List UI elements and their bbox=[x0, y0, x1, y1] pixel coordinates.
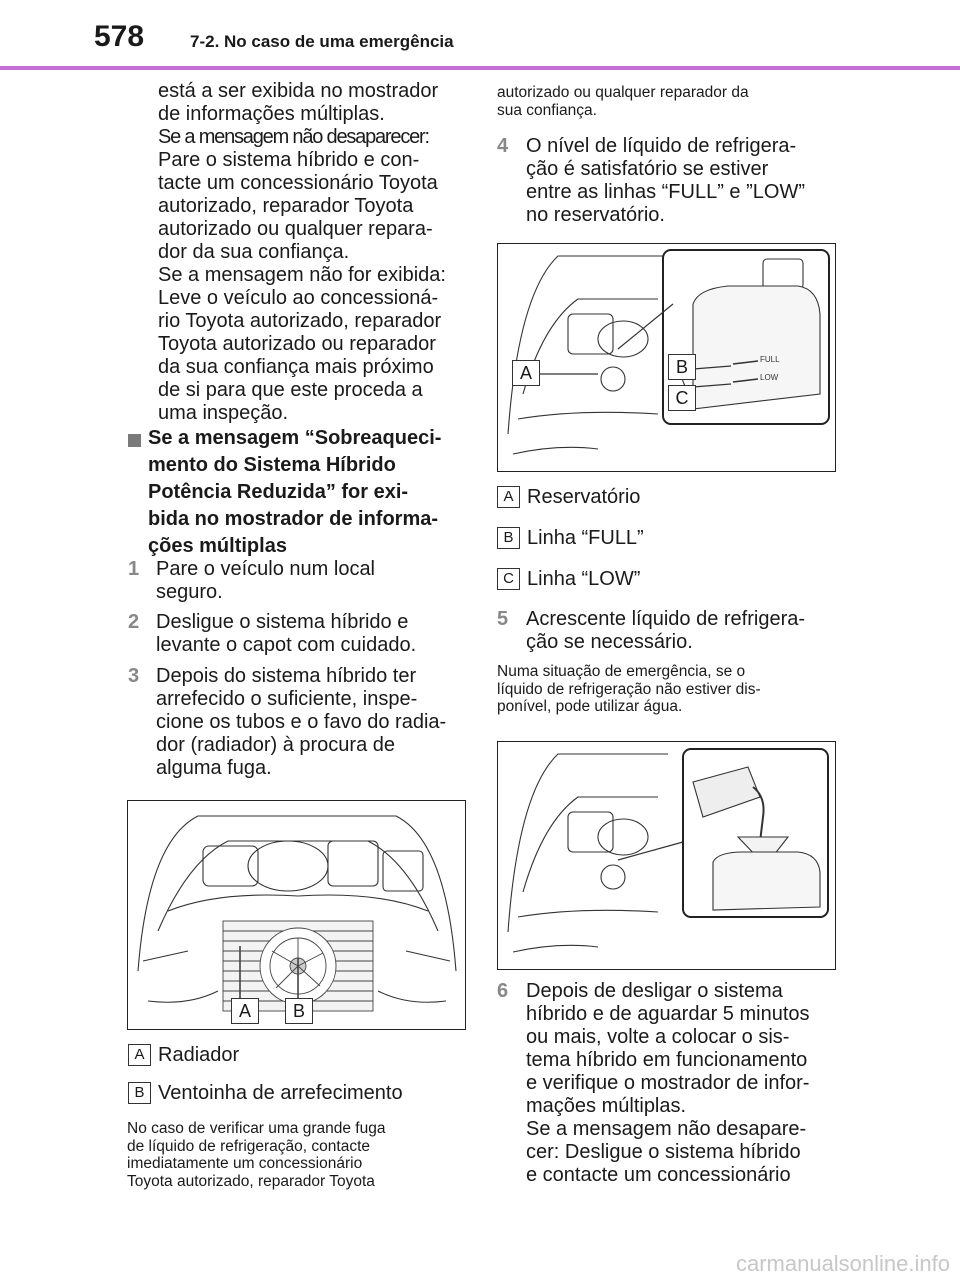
reservoir-illustration bbox=[498, 244, 835, 471]
text-line: imediatamente um concessionário bbox=[127, 1155, 363, 1172]
text-line: rio Toyota autorizado, reparador bbox=[158, 310, 442, 332]
figure-reservoir bbox=[497, 243, 836, 472]
text-line: tema híbrido em funcionamento bbox=[526, 1049, 808, 1071]
text-line: Se a mensagem não desaparecer: bbox=[158, 126, 429, 148]
legend-text: Reservatório bbox=[527, 486, 641, 508]
figure-pour-coolant bbox=[497, 741, 836, 970]
legend-text: Ventoinha de arrefecimento bbox=[158, 1082, 403, 1104]
text-line: Toyota autorizado ou reparador bbox=[158, 333, 436, 355]
heading-bullet-icon bbox=[128, 434, 141, 447]
legend-key: A bbox=[128, 1044, 151, 1066]
text-line: Depois de desligar o sistema bbox=[526, 980, 783, 1002]
leak-note bbox=[127, 1120, 467, 1190]
text-line: no reservatório. bbox=[526, 204, 665, 226]
text-line: ou mais, volte a colocar o sis- bbox=[526, 1026, 790, 1048]
step-5-text bbox=[526, 608, 836, 654]
legend-key: C bbox=[497, 568, 520, 590]
text-line: Leve o veículo ao concessioná- bbox=[158, 287, 439, 309]
text-line: ponível, pode utilizar água. bbox=[497, 698, 683, 715]
engine-bay-illustration bbox=[128, 801, 465, 1029]
text-line: autorizado ou qualquer repara- bbox=[158, 218, 433, 240]
step-1-text bbox=[156, 558, 466, 604]
section-title: 7-2. No caso de uma emergência bbox=[190, 32, 454, 51]
step-number: 1 bbox=[128, 558, 140, 580]
text-line: e contacte um concessionário bbox=[526, 1164, 791, 1186]
text-line: uma inspeção. bbox=[158, 402, 289, 424]
text-line: cer: Desligue o sistema híbrido bbox=[526, 1141, 801, 1163]
callout-label: B bbox=[285, 998, 313, 1024]
text-line: autorizado ou qualquer reparador da bbox=[497, 84, 749, 101]
legend-key: B bbox=[128, 1082, 151, 1104]
step-number: 5 bbox=[497, 608, 509, 630]
pour-coolant-illustration bbox=[498, 742, 835, 969]
callout-label: A bbox=[512, 360, 540, 386]
text-line: está a ser exibida no mostrador bbox=[158, 80, 439, 102]
step-number: 6 bbox=[497, 980, 509, 1002]
text-line: cione os tubos e o favo do radia- bbox=[156, 711, 447, 733]
text-line: híbrido e de aguardar 5 minutos bbox=[526, 1003, 810, 1025]
callout-label: B bbox=[668, 354, 696, 380]
text-line: alguma fuga. bbox=[156, 757, 272, 779]
text-line: Pare o sistema híbrido e con- bbox=[158, 149, 420, 171]
text-line: líquido de refrigeração não estiver dis- bbox=[497, 680, 761, 698]
callout-label: A bbox=[231, 998, 259, 1024]
text-line: ção se necessário. bbox=[526, 631, 693, 653]
text-line: sua confiança. bbox=[497, 101, 597, 119]
heading-line: ções múltiplas bbox=[148, 535, 287, 557]
section-heading bbox=[148, 425, 473, 560]
text-line: tacte um concessionário Toyota bbox=[158, 172, 438, 194]
heading-line: bida no mostrador de informa- bbox=[148, 508, 439, 530]
heading-line: Potência Reduzida” for exi- bbox=[148, 481, 409, 503]
water-note bbox=[497, 663, 837, 716]
header-divider bbox=[0, 66, 960, 70]
step-6-text bbox=[526, 980, 841, 1187]
heading-line: mento do Sistema Híbrido bbox=[148, 454, 396, 476]
page-number: 578 bbox=[94, 20, 145, 53]
figure-radiator bbox=[127, 800, 466, 1030]
text-line: entre as linhas “FULL” e ”LOW” bbox=[526, 181, 805, 203]
text-line: mações múltiplas. bbox=[526, 1095, 687, 1117]
continued-note bbox=[497, 84, 837, 119]
text-line: Se a mensagem não for exibida: bbox=[158, 264, 446, 286]
legend-text: Linha “LOW” bbox=[527, 568, 641, 590]
text-line: Numa situação de emergência, se o bbox=[497, 663, 746, 680]
step-2-text bbox=[156, 611, 466, 657]
legend-text: Linha “FULL” bbox=[527, 527, 644, 549]
text-line: levante o capot com cuidado. bbox=[156, 634, 417, 656]
text-line: da sua confiança mais próximo bbox=[158, 356, 434, 378]
left-top-paragraph bbox=[158, 80, 468, 425]
text-line: de líquido de refrigeração, contacte bbox=[127, 1137, 370, 1155]
text-line: de informações múltiplas. bbox=[158, 103, 385, 125]
tank-mark-full: FULL bbox=[760, 355, 780, 364]
text-line: arrefecido o suficiente, inspe- bbox=[156, 688, 418, 710]
text-line: Pare o veículo num local bbox=[156, 558, 376, 580]
text-line: e verifique o mostrador de infor- bbox=[526, 1072, 810, 1094]
watermark: carmanualsonline.info bbox=[735, 1251, 950, 1276]
step-number: 2 bbox=[128, 611, 140, 633]
text-line: Acrescente líquido de refrigera- bbox=[526, 608, 806, 630]
text-line: ção é satisfatório se estiver bbox=[526, 158, 769, 180]
step-number: 4 bbox=[497, 135, 509, 157]
text-line: dor da sua confiança. bbox=[158, 241, 350, 263]
legend-key: B bbox=[497, 527, 520, 549]
tank-mark-low: LOW bbox=[760, 373, 779, 382]
legend-text: Radiador bbox=[158, 1044, 240, 1066]
text-line: Toyota autorizado, reparador Toyota bbox=[127, 1172, 375, 1190]
callout-label: C bbox=[668, 385, 696, 411]
step-4-text bbox=[526, 135, 836, 227]
legend-key: A bbox=[497, 486, 520, 508]
text-line: Desligue o sistema híbrido e bbox=[156, 611, 409, 633]
text-line: dor (radiador) à procura de bbox=[156, 734, 396, 756]
text-line: O nível de líquido de refrigera- bbox=[526, 135, 797, 157]
text-line: seguro. bbox=[156, 581, 223, 603]
step-number: 3 bbox=[128, 665, 140, 687]
text-line: No caso de verificar uma grande fuga bbox=[127, 1120, 386, 1137]
step-3-text bbox=[156, 665, 471, 780]
heading-line: Se a mensagem “Sobreaqueci- bbox=[148, 427, 442, 449]
text-line: Se a mensagem não desapare- bbox=[526, 1118, 807, 1140]
text-line: de si para que este proceda a bbox=[158, 379, 423, 401]
text-line: Depois do sistema híbrido ter bbox=[156, 665, 417, 687]
text-line: autorizado, reparador Toyota bbox=[158, 195, 414, 217]
